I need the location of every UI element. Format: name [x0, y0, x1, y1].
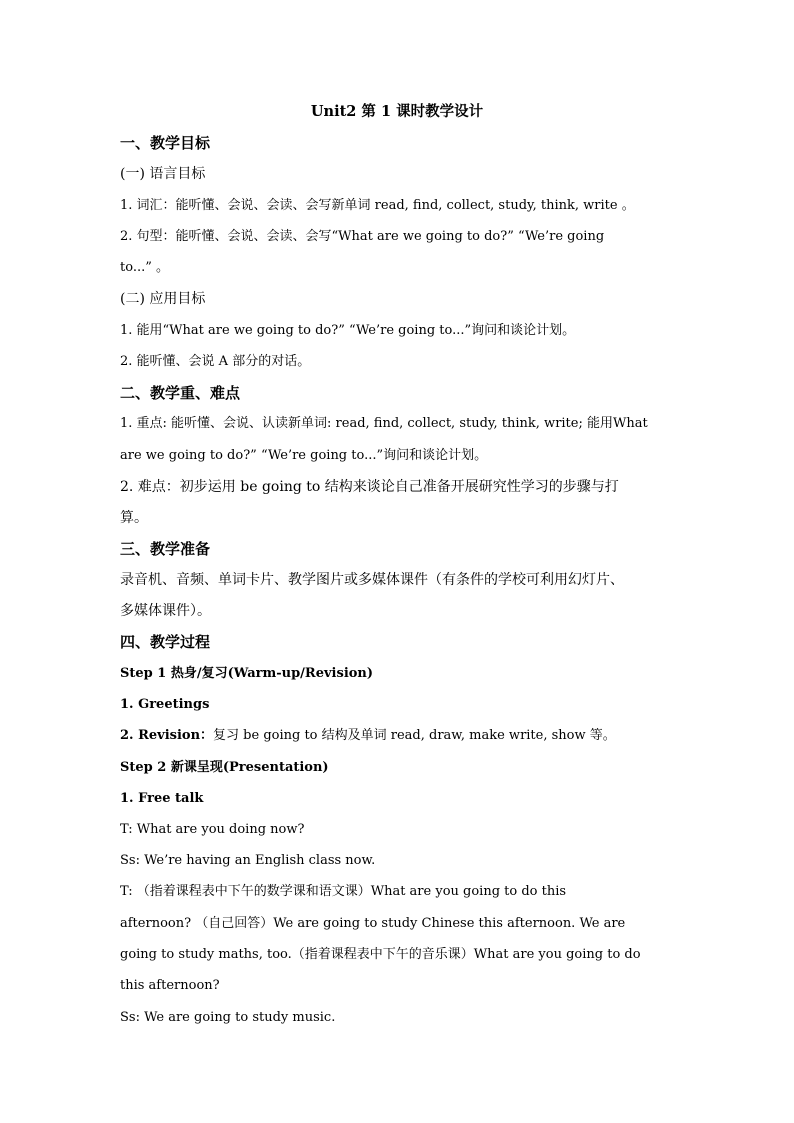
goal-item-application-1: 1. 能用“What are we going to do?” “We’re going to...”询问和谈论计划。: [120, 323, 576, 338]
goal-item-sentences: 2. 句型：能听懂、会说、会读、会写“What are we going to do?” “We’re going: [120, 229, 605, 244]
key-point-item-2: 2. 难点：初步运用 be going to 结构来谈论自己准备开展研究性学习的步骤与打: [120, 479, 619, 495]
page-title: Unit2 第 1 课时教学设计: [310, 103, 484, 120]
preparation-text: 录音机、音频、单词卡片、教学图片或多媒体课件（有条件的学校可利用幻灯片、: [120, 572, 624, 588]
dialogue-line-cont: afternoon? （自己回答）We are going to study Chinese this afternoon. We are: [120, 916, 626, 931]
step1-title: Step 1 热身/复习(Warm-up/Revision): [120, 666, 374, 681]
section-heading-key-points: 二、教学重、难点: [120, 384, 241, 402]
dialogue-line-cont: going to study maths, too.（指着课程表中下午的音乐课）What are you going to do: [120, 947, 641, 962]
goal-item-application-2: 2. 能听懂、会说 A 部分的对话。: [120, 354, 311, 369]
step2-free-talk: 1. Free talk: [120, 791, 204, 806]
step2-title: Step 2 新课呈现(Presentation): [120, 760, 329, 775]
revision-text: 复习 be going to 结构及单词 read, draw, make write, show 等。: [213, 728, 616, 743]
section-heading-process: 四、教学过程: [120, 633, 211, 651]
revision-label: 2. Revision：: [120, 728, 214, 743]
key-point-item-1: 1. 重点: 能听懂、会说、认读新单词: read, find, collect, study, think, write; 能用What: [120, 416, 648, 431]
subheading-application-goals: (二) 应用目标: [120, 291, 206, 307]
subheading-language-goals: (一) 语言目标: [120, 166, 206, 182]
section-heading-goals: 一、教学目标: [120, 134, 211, 152]
section-heading-preparation: 三、教学准备: [120, 540, 211, 558]
step1-revision: [120, 726, 674, 746]
goal-item-vocabulary: 1. 词汇：能听懂、会说、会读、会写新单词 read, find, collect, study, think, write 。: [120, 198, 635, 213]
step1-greetings: 1. Greetings: [120, 697, 210, 712]
dialogue-line: T: （指着课程表中下午的数学课和语文课）What are you going to do this: [120, 884, 567, 899]
dialogue-line: Ss: We are going to study music.: [120, 1010, 336, 1025]
goal-item-sentences-cont: to...” 。: [120, 260, 169, 275]
key-point-item-1-cont: are we going to do?” “We’re going to...”询问和谈论计划。: [120, 448, 488, 463]
dialogue-line: T: What are you doing now?: [120, 822, 305, 837]
key-point-item-2-cont: 算。: [120, 510, 148, 526]
dialogue-line-cont: this afternoon?: [120, 978, 220, 993]
dialogue-line: Ss: We’re having an English class now.: [120, 853, 376, 868]
preparation-text-cont: 多媒体课件）。: [120, 603, 211, 619]
